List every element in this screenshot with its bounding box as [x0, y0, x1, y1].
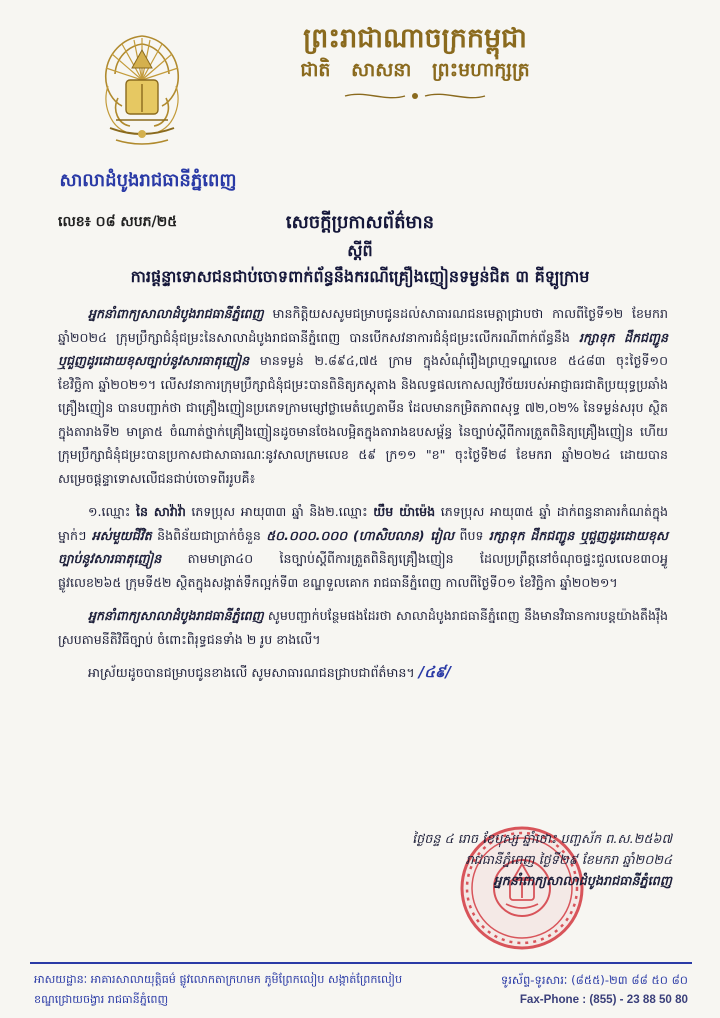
speaker-name-2: អ្នកនាំពាក្យសាលាដំបូងរាជធានីភ្នំពេញ [88, 608, 264, 623]
reference-number: លេខ៖ ០៨ សបភ/២៥ [58, 214, 178, 230]
offence-name: រក្សាទុក ដឹកជញ្ជូន ឬជួញដូរដោយខុសច្បាប់នូវសារធាតុញៀន [58, 329, 668, 368]
defendant-2: យឹម យ៉ាម៉េង [373, 504, 436, 519]
closing-line: អាស្រ័យដូចបានជម្រាបជូនខាងលើ សូមសាធារណជនជ្រាបជាព័ត៌មាន។ /៤៩/ [88, 663, 451, 681]
national-motto: ជាតិ សាសនា ព្រះមហាក្សត្រ [300, 59, 530, 81]
fine-amount: ៥០.០០០.០០០ (ហាសិបលាន) រៀល [266, 527, 455, 543]
document-subtitle: ស្តីពី [347, 241, 373, 260]
defendant-1: នៃ សាវ៉ាវ៉ា [135, 504, 186, 519]
sentence: អស់មួយជីវិត [91, 527, 152, 543]
solar-date: រាជធានីភ្នំពេញ ថ្ងៃទី២៩ ខែមករា ឆ្នាំ២០២៤ [465, 853, 672, 868]
speaker-name: អ្នកនាំពាក្យសាលាដំបូងរាជធានីភ្នំពេញ [88, 306, 264, 321]
footer-address: អាសយដ្ឋានៈ អាគារសាលាយុត្តិធម៌ ផ្លូវលោកតាក្រហមក ភូមិព្រែកលៀប សង្កាត់ព្រែកលៀប ខណ្ឌជ្រោយចង្វារ រាជធានីភ្នំពេញ [34, 973, 403, 1006]
royal-emblem-icon [82, 28, 202, 158]
phone-khmer: ទូរស័ព្ទ-ទូរសារៈ (៨៥៥)-២៣ ៨៨ ៥០ ៨០ [500, 973, 688, 987]
court-name: សាលាដំបូងរាជធានីភ្នំពេញ [59, 170, 237, 191]
offence-name-2: រក្សាទុក ដឹកជញ្ជូន ឬជួញដូរដោយខុសច្បាប់នូវសារធាតុញៀន [58, 527, 668, 566]
footer-contact [498, 970, 688, 1010]
initial-mark: /៤៩/ [418, 663, 451, 681]
document-title: សេចក្តីប្រកាសព័ត៌មាន [285, 212, 435, 233]
footer-divider [30, 962, 692, 964]
date-block [362, 829, 672, 892]
paragraph-3: អ្នកនាំពាក្យសាលាដំបូងរាជធានីភ្នំពេញ សូមបញ្ជាក់បន្ថែមផងដែរថា សាលាដំបូងរាជធានីភ្នំពេញ នឹងមានវិធានការបន្តយ៉ាងតឹងរ៉ឹងស្របតាមនីតិវិធីច្បាប់ ចំពោះពិរុទ្ធជនទាំង ២ រូប ខាងលើ។ [58, 608, 668, 647]
kingdom-name: ព្រះរាជាណាចក្រកម្ពុជា [303, 23, 527, 54]
signer-title: អ្នកនាំពាក្យសាលាដំបូងរាជធានីភ្នំពេញ [493, 874, 672, 889]
document-subject: ការផ្តន្ទាទោសជនជាប់ចោទពាក់ព័ន្ធនឹងករណីគ្រឿងញៀនទម្ងន់ជិត ៣ គីឡូក្រាម [130, 267, 590, 286]
lunar-date: ថ្ងៃចន្ទ ៤ រោច ខែបុស្ស ឆ្នាំថោះ បញ្ចស័ក ព.ស.២៥៦៧ [412, 832, 672, 847]
ornament-divider-icon [340, 90, 490, 102]
paragraph-2: ១.ឈ្មោះ នៃ សាវ៉ាវ៉ា ភេទប្រុស អាយុ៣៣ ឆ្នាំ និង២.ឈ្មោះ យឹម យ៉ាម៉េង ភេទប្រុស អាយុ៣៥ ឆ្នាំ ដាក់ពន្ធនាគារកំណត់ក្នុងម្នាក់ៗ អស់មួយជីវិត និងពិន័យជាប្រាក់ចំនួន ៥០.០០០.០០០ (ហាសិបលាន) រៀល ពីបទ រក្សាទុក ដឹកជញ្ជូន ឬជួញដូរដោយខុសច្បាប់នូវសារធាតុញៀន តាមមាត្រា៤០ នៃច្បាប់ស្តីពីការត្រួតពិនិត្យគ្រឿងញៀន ដែលប្រព្រឹត្តនៅចំណុចផ្ទះជួលលេខ៣០អ្វូ ផ្លូវលេខ២៦៥ ក្រុមទី៥២ ស្ថិតក្នុងសង្កាត់ទឹកល្អក់ទី៣ ខណ្ឌទួលគោក រាជធានីភ្នំពេញ កាលពីថ្ងៃទី០១ ខែវិច្ឆិកា ឆ្នាំ២០២១។ [58, 504, 669, 590]
kingdom-header [270, 22, 560, 106]
fax-phone: Fax-Phone : (855) - 23 88 50 80 [519, 993, 688, 1006]
paragraph-1: អ្នកនាំពាក្យសាលាដំបូងរាជធានីភ្នំពេញ មានកិត្តិយសសូមជម្រាបជូនដល់សាធារណជនមេត្តាជ្រាបថា កាលពីថ្ងៃទី១២ ខែមករា ឆ្នាំ២០២៤ ក្រុមប្រឹក្សាជំនុំជម្រះនៃសាលាដំបូងរាជធានីភ្នំពេញ បានបើកសវនាការជំនុំជម្រះលើករណីពាក់ព័ន្ធនឹង រក្សាទុក ដឹកជញ្ជូន ឬជួញដូរដោយខុសច្បាប់នូវសារធាតុញៀន មានទម្ងន់ ២.៨៩៤,៧៥ ក្រាម ក្នុងសំណុំរឿងព្រហ្មទណ្ឌលេខ ៥៤៨៣ ចុះថ្ងៃទី១០ ខែវិច្ឆិកា ឆ្នាំ២០២១។ លើសវនាការក្រុមប្រឹក្សាជំនុំជម្រះបានពិនិត្យភស្តុតាង និងលទ្ធផលកោសល្យវិច័យរបស់អាជ្ញាធរជាតិប្រយុទ្ធប្រឆាំងគ្រឿងញៀន បានបញ្ជាក់ថា ជាគ្រឿងញៀនប្រភេទក្រាមម្សៅថ្លាមេតំហ្វេតាមីន ដែលមានកម្រិតភាពសុទ្ធ ៧២,០២% នៃទម្ងន់សរុប ស្ថិតក្នុងតារាងទី២ មាត្រា៥ ចំណាត់ថ្នាក់គ្រឿងញៀនដូចមានចែងលម្អិតក្នុងតារាងឧបសម្ព័ន្ធ នៃច្បាប់ស្តីពីការត្រួតពិនិត្យគ្រឿងញៀន ហើយក្រុមប្រឹក្សាជំនុំជម្រះបានប្រកាសជាសាធារណៈនូវសាលក្រមលេខ ៥៩ ក្រ១១ "ខ" ចុះថ្ងៃទី២៨ ខែមករា ឆ្នាំ២០២៤ ដោយបានសម្រេចផ្តន្ទាទោសលើជនជាប់ចោទពីររូបគឺ៖ [58, 306, 668, 486]
document-body [58, 302, 668, 685]
